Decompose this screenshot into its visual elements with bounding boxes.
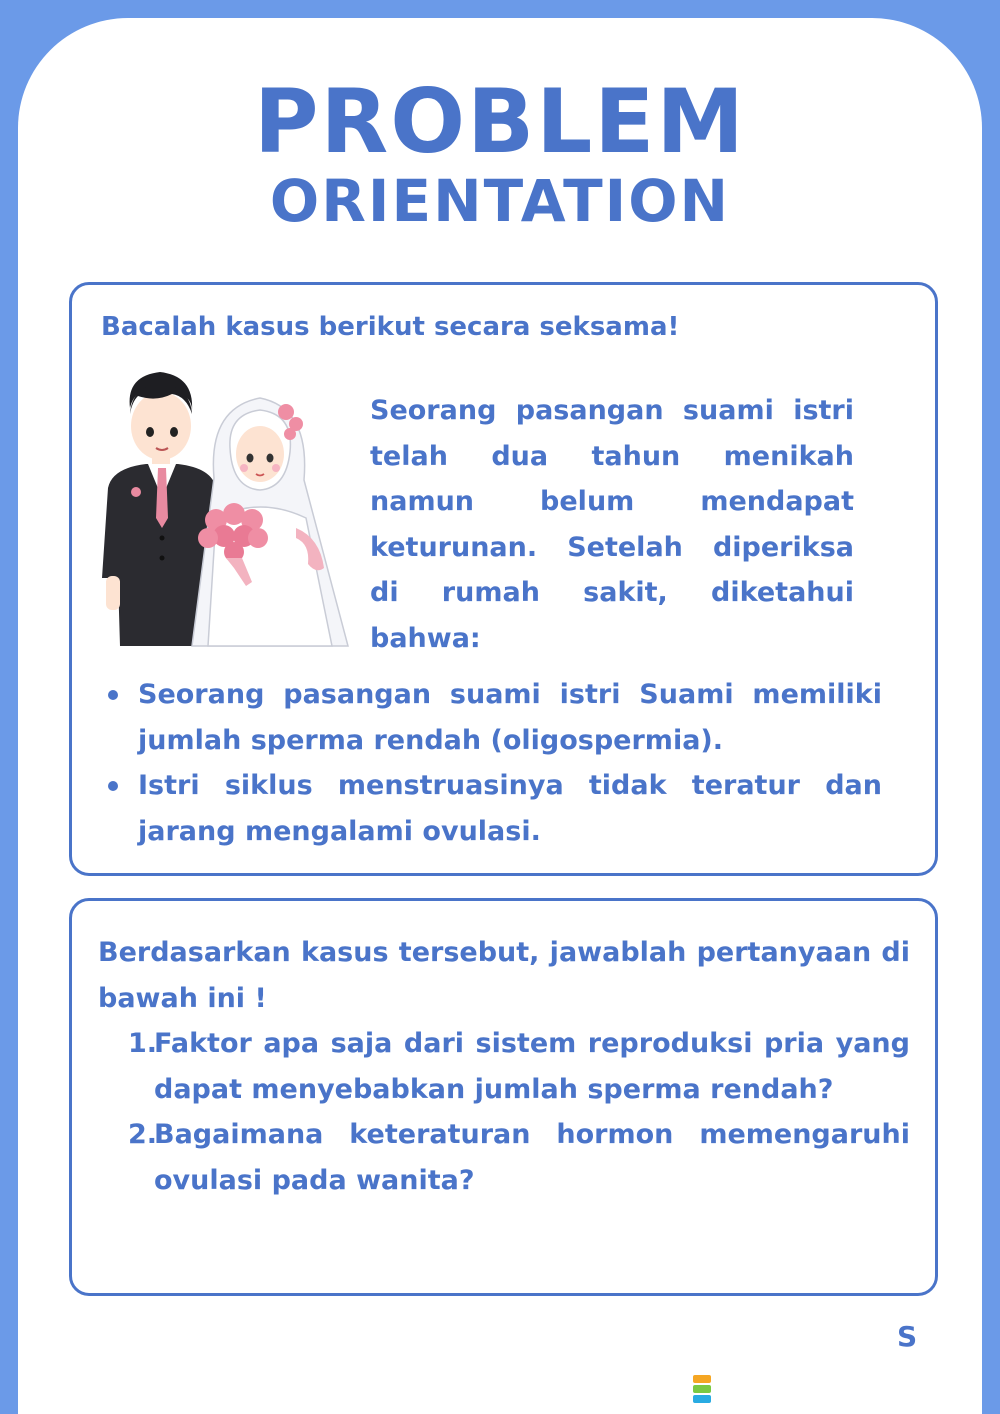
story-line: Seorang pasangan suami istri xyxy=(370,395,854,426)
bullet-dot-icon xyxy=(108,690,118,700)
brand-blocks-icon xyxy=(693,1375,711,1403)
case-facts-list xyxy=(104,672,882,854)
page-subtitle: ORIENTATION xyxy=(269,167,731,235)
list-item xyxy=(104,672,882,763)
story-line: bahwa: xyxy=(370,622,481,654)
story-line: keturunan. Setelah diperiksa xyxy=(370,531,854,563)
liveworksheets-logo xyxy=(693,1372,972,1406)
bullet-dot-icon xyxy=(108,781,118,791)
case-intro: Bacalah kasus berikut secara seksama! xyxy=(101,312,680,342)
bride-figure xyxy=(192,398,348,646)
author-logo-icon: S xyxy=(897,1320,918,1353)
story-line: telah dua tahun menikah xyxy=(370,440,854,472)
brand-name: LIVEWORKSHEETS xyxy=(715,1374,973,1404)
case-story xyxy=(370,388,854,661)
question-list xyxy=(128,1021,910,1203)
question-item xyxy=(128,1021,910,1112)
question-item xyxy=(128,1112,910,1203)
list-item-text: Seorang pasangan suami istri Suami memiliki jumlah sperma rendah (oligospermia). xyxy=(138,679,882,756)
question-text: Bagaimana keteraturan hormon memengaruhi ovulasi pada wanita? xyxy=(154,1119,910,1196)
list-item xyxy=(104,763,882,854)
story-line: namun belum mendapat xyxy=(370,486,854,517)
story-line: di rumah sakit, diketahui xyxy=(370,577,854,608)
page-title: PROBLEM xyxy=(254,70,746,173)
question-number: 2. xyxy=(128,1119,158,1150)
question-intro: Berdasarkan kasus tersebut, jawablah pertanyaan di bawah ini ! xyxy=(98,937,910,1014)
question-number: 1. xyxy=(128,1028,158,1059)
list-item-text: Istri siklus menstruasinya tidak teratur dan jarang mengalami ovulasi. xyxy=(138,770,882,847)
bride-and-groom-illustration xyxy=(96,368,364,648)
question-text: Faktor apa saja dari sistem reproduksi pria yang dapat menyebabkan jumlah sperma rendah? xyxy=(154,1028,910,1105)
